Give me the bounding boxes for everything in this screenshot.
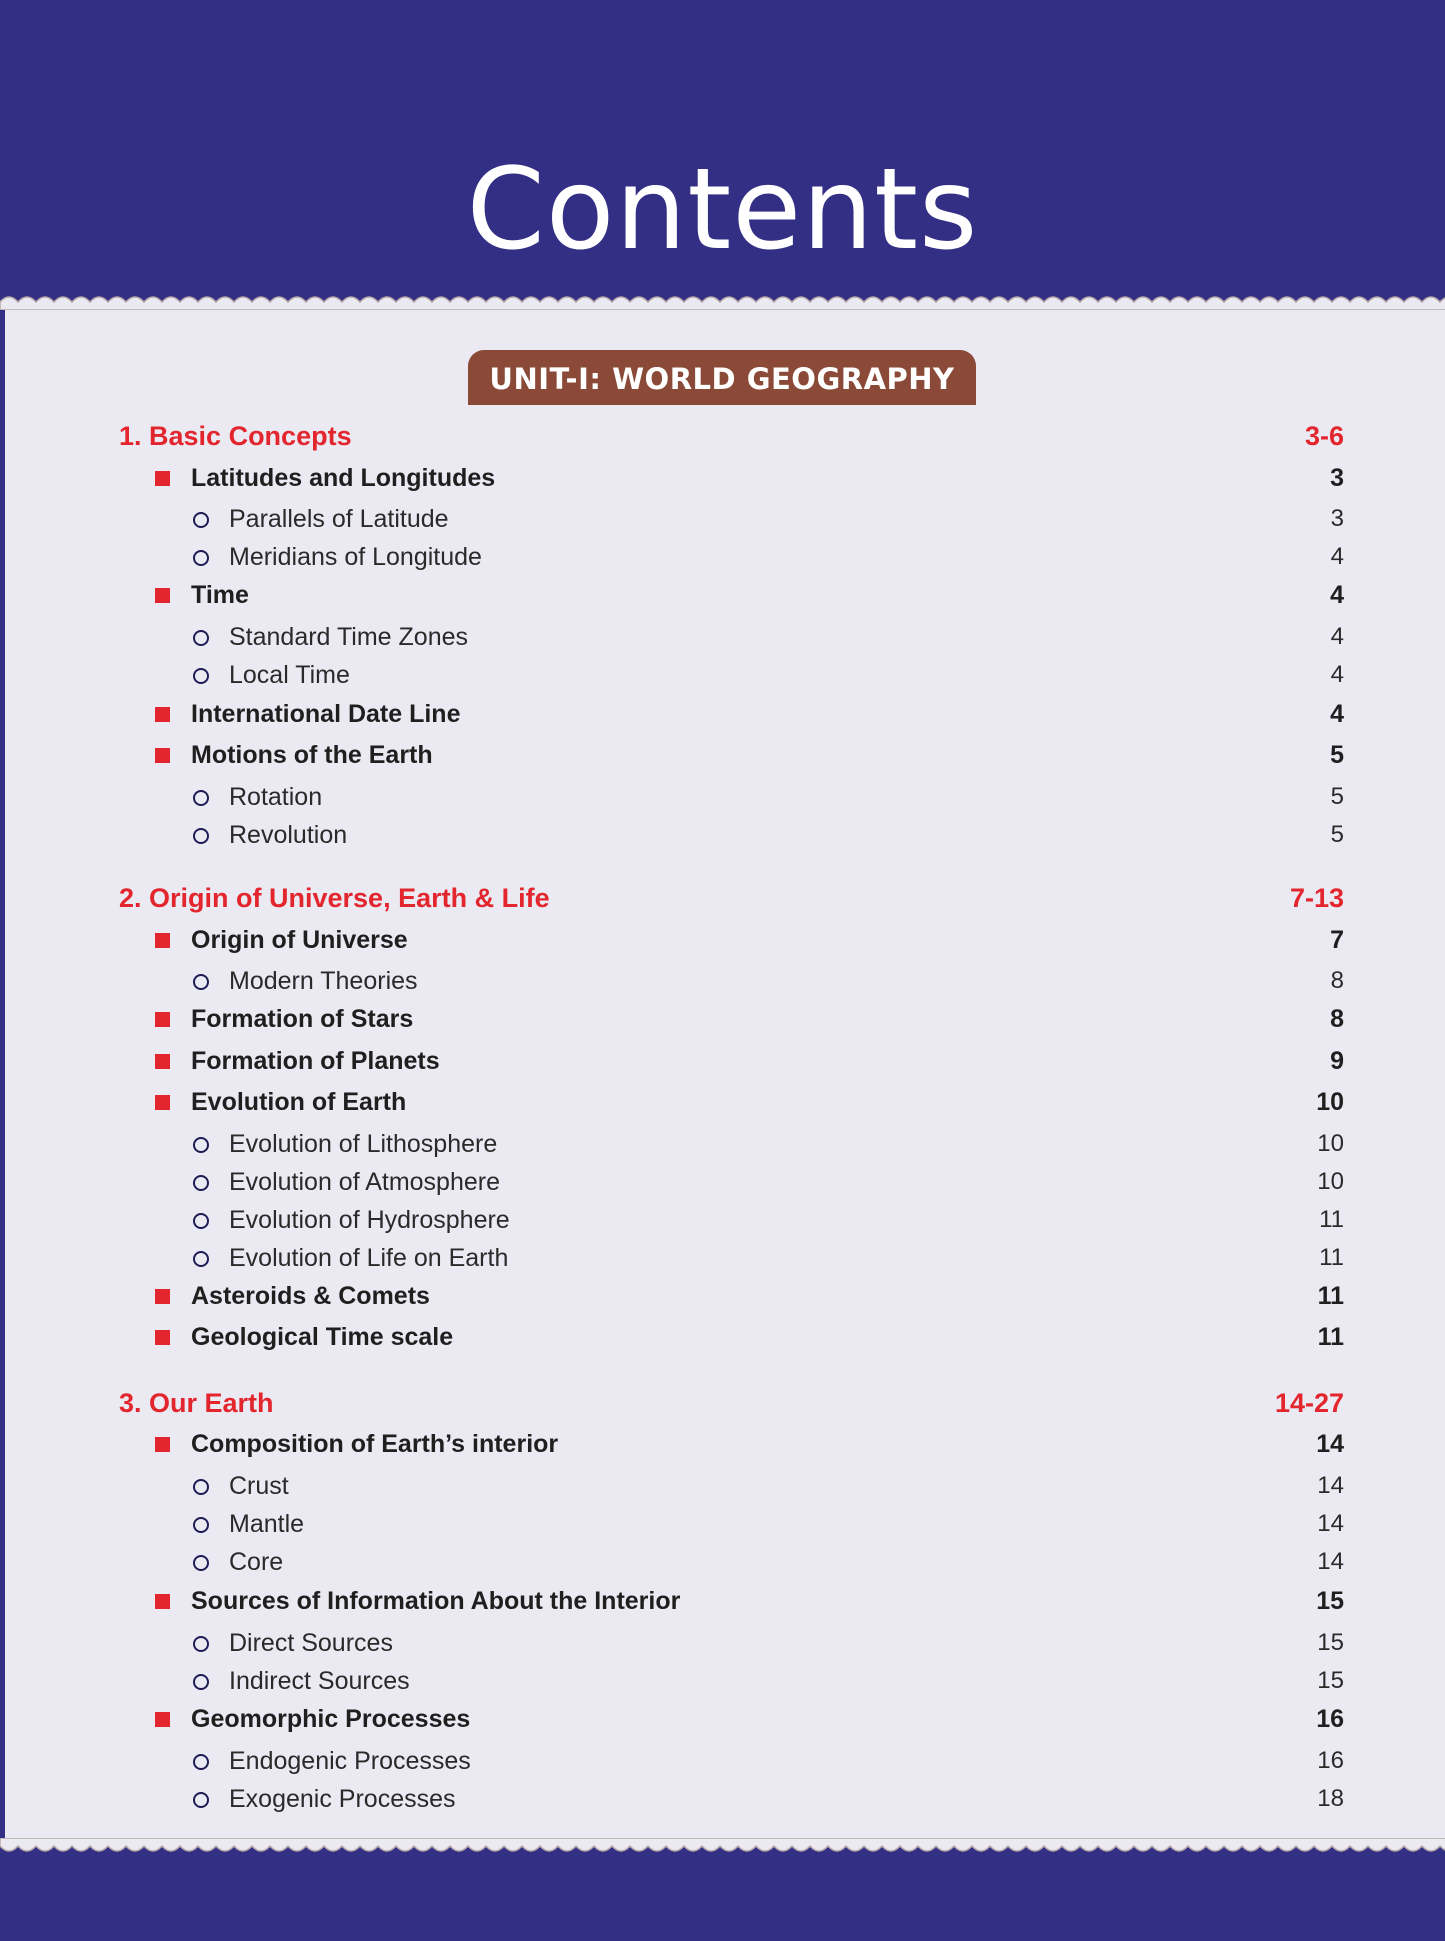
topic-entry — [0, 459, 1445, 497]
entry-page-number: 14-27 — [1274, 1388, 1344, 1418]
entry-page-number: 7 — [1330, 926, 1344, 954]
topic-entry — [0, 695, 1445, 733]
circle-bullet-icon — [193, 790, 209, 806]
entry-page-number: 8 — [1330, 1005, 1344, 1033]
topic-entry — [0, 1700, 1445, 1738]
topic-entry — [0, 576, 1445, 614]
square-bullet-icon — [155, 1289, 170, 1304]
entry-page-number: 4 — [1330, 581, 1344, 609]
entry-title: Standard Time Zones — [229, 623, 469, 651]
entry-title: Indirect Sources — [229, 1667, 410, 1695]
subtopic-entry — [0, 538, 1445, 576]
chapter-entry — [0, 879, 1445, 917]
subtopic-entry — [0, 1780, 1445, 1818]
subtopic-entry — [0, 1163, 1445, 1201]
subtopic-entry — [0, 1543, 1445, 1581]
entry-title: Sources of Information About the Interior — [191, 1587, 681, 1615]
entry-page-number: 16 — [1316, 1705, 1344, 1733]
entry-page-number: 4 — [1330, 623, 1344, 650]
topic-entry — [0, 1042, 1445, 1080]
circle-bullet-icon — [193, 1636, 209, 1652]
circle-bullet-icon — [193, 668, 209, 684]
topic-entry — [0, 1000, 1445, 1038]
entry-title: Formation of Stars — [191, 1005, 414, 1033]
circle-bullet-icon — [193, 1479, 209, 1495]
square-bullet-icon — [155, 1712, 170, 1727]
square-bullet-icon — [155, 1095, 170, 1110]
entry-page-number: 15 — [1316, 1587, 1344, 1615]
subtopic-entry — [0, 1125, 1445, 1163]
square-bullet-icon — [155, 1012, 170, 1027]
entry-page-number: 11 — [1317, 1323, 1344, 1351]
entry-title: Mantle — [229, 1510, 305, 1538]
square-bullet-icon — [155, 707, 170, 722]
entry-page-number: 5 — [1330, 821, 1344, 848]
square-bullet-icon — [155, 1330, 170, 1345]
top-wave-border — [0, 294, 1445, 310]
subtopic-entry — [0, 1662, 1445, 1700]
topic-entry — [0, 1425, 1445, 1463]
topic-entry — [0, 921, 1445, 959]
entry-title: Evolution of Lithosphere — [229, 1130, 498, 1158]
entry-title: Modern Theories — [229, 967, 418, 995]
entry-page-number: 10 — [1317, 1168, 1344, 1195]
entry-title: Geomorphic Processes — [191, 1705, 471, 1733]
entry-title: Evolution of Life on Earth — [229, 1244, 509, 1272]
topic-entry — [0, 1582, 1445, 1620]
entry-page-number: 8 — [1330, 967, 1344, 994]
circle-bullet-icon — [193, 828, 209, 844]
entry-page-number: 14 — [1316, 1430, 1344, 1458]
entry-page-number: 11 — [1317, 1282, 1344, 1310]
entry-title: 2. Origin of Universe, Earth & Life — [119, 883, 550, 913]
subtopic-entry — [0, 1201, 1445, 1239]
square-bullet-icon — [155, 1054, 170, 1069]
chapter-entry — [0, 1384, 1445, 1422]
topic-entry — [0, 1277, 1445, 1315]
subtopic-entry — [0, 656, 1445, 694]
entry-page-number: 14 — [1317, 1510, 1344, 1537]
square-bullet-icon — [155, 933, 170, 948]
entry-page-number: 18 — [1317, 1785, 1344, 1812]
circle-bullet-icon — [193, 1792, 209, 1808]
entry-page-number: 14 — [1317, 1548, 1344, 1575]
chapter-entry — [0, 417, 1445, 455]
entry-title: Meridians of Longitude — [229, 543, 482, 571]
subtopic-entry — [0, 1505, 1445, 1543]
subtopic-entry — [0, 1239, 1445, 1277]
circle-bullet-icon — [193, 1251, 209, 1267]
square-bullet-icon — [155, 471, 170, 486]
circle-bullet-icon — [193, 550, 209, 566]
subtopic-entry — [0, 618, 1445, 656]
square-bullet-icon — [155, 1594, 170, 1609]
entry-page-number: 16 — [1317, 1747, 1344, 1774]
entry-page-number: 5 — [1330, 783, 1344, 810]
entry-page-number: 10 — [1316, 1088, 1344, 1116]
entry-page-number: 3-6 — [1304, 421, 1344, 451]
entry-title: Motions of the Earth — [191, 741, 433, 769]
entry-page-number: 11 — [1319, 1244, 1344, 1271]
circle-bullet-icon — [193, 1213, 209, 1229]
bottom-wave-border — [0, 1838, 1445, 1854]
entry-title: Revolution — [229, 821, 348, 849]
entry-title: Local Time — [229, 661, 350, 689]
entry-title: Time — [191, 581, 249, 609]
circle-bullet-icon — [193, 1555, 209, 1571]
entry-title: Latitudes and Longitudes — [191, 464, 496, 492]
circle-bullet-icon — [193, 1754, 209, 1770]
square-bullet-icon — [155, 588, 170, 603]
square-bullet-icon — [155, 1437, 170, 1452]
entry-title: International Date Line — [191, 700, 461, 728]
entry-page-number: 4 — [1330, 700, 1344, 728]
entry-page-number: 10 — [1317, 1130, 1344, 1157]
entry-page-number: 14 — [1317, 1472, 1344, 1499]
entry-page-number: 3 — [1330, 464, 1344, 492]
circle-bullet-icon — [193, 512, 209, 528]
header-banner — [0, 0, 1445, 302]
entry-title: Endogenic Processes — [229, 1747, 471, 1775]
entry-title: Asteroids & Comets — [191, 1282, 430, 1310]
circle-bullet-icon — [193, 630, 209, 646]
square-bullet-icon — [155, 748, 170, 763]
entry-title: Rotation — [229, 783, 323, 811]
topic-entry — [0, 1318, 1445, 1356]
entry-page-number: 15 — [1317, 1667, 1344, 1694]
entry-page-number: 5 — [1330, 741, 1344, 769]
entry-title: Geological Time scale — [191, 1323, 454, 1351]
subtopic-entry — [0, 1467, 1445, 1505]
entry-title: Crust — [229, 1472, 289, 1500]
unit-heading-tab: UNIT-I: WORLD GEOGRAPHY — [468, 350, 976, 405]
entry-page-number: 4 — [1330, 543, 1344, 570]
subtopic-entry — [0, 778, 1445, 816]
entry-title: Exogenic Processes — [229, 1785, 456, 1813]
entry-page-number: 7-13 — [1289, 883, 1344, 913]
entry-title: Formation of Planets — [191, 1047, 440, 1075]
entry-title: Parallels of Latitude — [229, 505, 449, 533]
page-title: Contents — [466, 145, 979, 275]
entry-page-number: 11 — [1319, 1206, 1344, 1233]
subtopic-entry — [0, 1742, 1445, 1780]
entry-title: 3. Our Earth — [119, 1388, 274, 1418]
entry-title: 1. Basic Concepts — [119, 421, 352, 451]
entry-title: Core — [229, 1548, 284, 1576]
circle-bullet-icon — [193, 1517, 209, 1533]
entry-page-number: 4 — [1330, 661, 1344, 688]
topic-entry — [0, 1083, 1445, 1121]
entry-page-number: 9 — [1330, 1047, 1344, 1075]
entry-page-number: 15 — [1317, 1629, 1344, 1656]
entry-title: Evolution of Earth — [191, 1088, 407, 1116]
entry-title: Composition of Earth’s interior — [191, 1430, 559, 1458]
subtopic-entry — [0, 816, 1445, 854]
circle-bullet-icon — [193, 1674, 209, 1690]
entry-title: Direct Sources — [229, 1629, 393, 1657]
subtopic-entry — [0, 1624, 1445, 1662]
entry-title: Evolution of Atmosphere — [229, 1168, 500, 1196]
topic-entry — [0, 736, 1445, 774]
circle-bullet-icon — [193, 1137, 209, 1153]
subtopic-entry — [0, 962, 1445, 1000]
entry-page-number: 3 — [1330, 505, 1344, 532]
entry-title: Origin of Universe — [191, 926, 408, 954]
entry-title: Evolution of Hydrosphere — [229, 1206, 510, 1234]
subtopic-entry — [0, 500, 1445, 538]
circle-bullet-icon — [193, 1175, 209, 1191]
circle-bullet-icon — [193, 974, 209, 990]
